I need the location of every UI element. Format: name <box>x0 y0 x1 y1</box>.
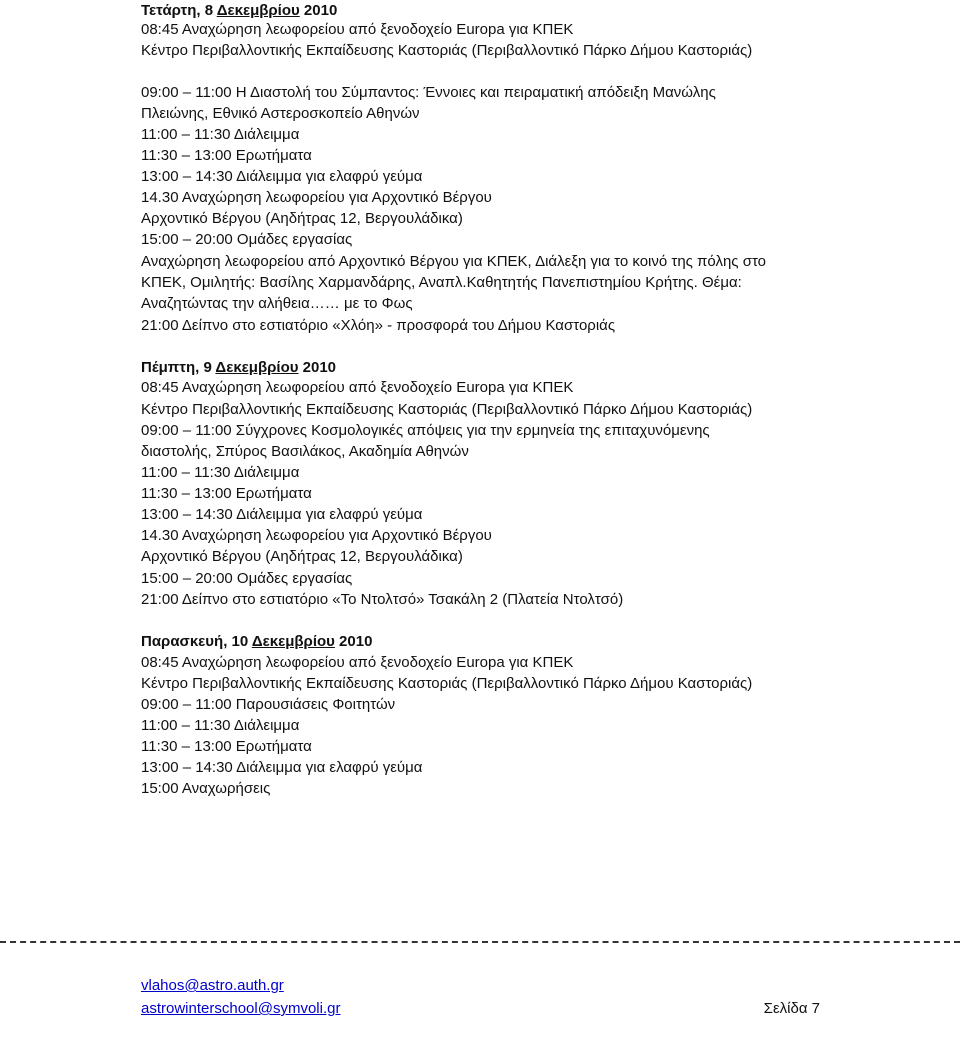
schedule-line: 11:00 – 11:30 Διάλειμμα <box>141 464 300 481</box>
schedule-line: Κέντρο Περιβαλλοντικής Εκπαίδευσης Καστοριάς (Περιβαλλοντικό Πάρκο Δήμου Καστοριάς) <box>141 675 753 692</box>
schedule-line: 08:45 Αναχώρηση λεωφορείου από ξενοδοχείο Europa για ΚΠΕΚ <box>141 21 574 38</box>
day-title-thursday: Πέμπτη, 9 Δεκεμβρίου 2010 <box>141 359 337 376</box>
schedule-line: 21:00 Δείπνο στο εστιατόριο «Χλόη» - προσφορά του Δήμου Καστοριάς <box>141 317 616 334</box>
schedule-line: 11:30 – 13:00 Ερωτήματα <box>141 738 312 755</box>
schedule-line: 11:00 – 11:30 Διάλειμμα <box>141 126 300 143</box>
schedule-line: 11:00 – 11:30 Διάλειμμα <box>141 717 300 734</box>
schedule-line: 09:00 – 11:00 Η Διαστολή του Σύμπαντος: Έννοιες και πειραματική απόδειξη Μανώλης <box>141 84 716 101</box>
schedule-line: Κέντρο Περιβαλλοντικής Εκπαίδευσης Καστοριάς (Περιβαλλοντικό Πάρκο Δήμου Καστοριάς) <box>141 401 753 418</box>
day-title-wednesday: Τετάρτη, 8 Δεκεμβρίου 2010 <box>141 2 338 19</box>
schedule-line: Αναζητώντας την αλήθεια…… με το Φως <box>141 295 413 312</box>
schedule-line: Αρχοντικό Βέργου (Αηδήτρας 12, Βεργουλάδικα) <box>141 548 463 565</box>
schedule-line: 15:00 – 20:00 Ομάδες εργασίας <box>141 231 353 248</box>
schedule-line: 13:00 – 14:30 Διάλειμμα για ελαφρύ γεύμα <box>141 506 423 523</box>
footer-divider <box>0 941 960 943</box>
schedule-line: 08:45 Αναχώρηση λεωφορείου από ξενοδοχείο Europa για ΚΠΕΚ <box>141 654 574 671</box>
footer-email-link-1[interactable]: vlahos@astro.auth.gr <box>141 977 284 994</box>
schedule-line: 09:00 – 11:00 Σύγχρονες Κοσμολογικές απόψεις για την ερμηνεία της επιταχυνόμενης <box>141 422 710 439</box>
schedule-line: 11:30 – 13:00 Ερωτήματα <box>141 147 312 164</box>
schedule-line: Κέντρο Περιβαλλοντικής Εκπαίδευσης Καστοριάς (Περιβαλλοντικό Πάρκο Δήμου Καστοριάς) <box>141 42 753 59</box>
schedule-line: 15:00 – 20:00 Ομάδες εργασίας <box>141 570 353 587</box>
footer-email-link-2[interactable]: astrowinterschool@symvoli.gr <box>141 1000 341 1017</box>
schedule-line: 15:00 Αναχωρήσεις <box>141 780 271 797</box>
schedule-line: 09:00 – 11:00 Παρουσιάσεις Φοιτητών <box>141 696 396 713</box>
schedule-line: 14.30 Αναχώρηση λεωφορείου για Αρχοντικό Βέργου <box>141 527 492 544</box>
schedule-line: 13:00 – 14:30 Διάλειμμα για ελαφρύ γεύμα <box>141 759 423 776</box>
schedule-line: Αρχοντικό Βέργου (Αηδήτρας 12, Βεργουλάδικα) <box>141 210 463 227</box>
schedule-line: 08:45 Αναχώρηση λεωφορείου από ξενοδοχείο Europa για ΚΠΕΚ <box>141 379 574 396</box>
schedule-line: Αναχώρηση λεωφορείου από Αρχοντικό Βέργου για ΚΠΕΚ, Διάλεξη για το κοινό της πόλης στο <box>141 253 767 270</box>
schedule-line: 21:00 Δείπνο στο εστιατόριο «Το Ντολτσό» Τσακάλη 2 (Πλατεία Ντολτσό) <box>141 591 624 608</box>
schedule-line: 13:00 – 14:30 Διάλειμμα για ελαφρύ γεύμα <box>141 168 423 185</box>
day-title-friday: Παρασκευή, 10 Δεκεμβρίου 2010 <box>141 633 373 650</box>
schedule-line: ΚΠΕΚ, Ομιλητής: Βασίλης Χαρμανδάρης, Αναπλ.Καθητητής Πανεπιστημίου Κρήτης. Θέμα: <box>141 274 742 291</box>
schedule-line: διαστολής, Σπύρος Βασιλάκος, Ακαδημία Αθηνών <box>141 443 469 460</box>
schedule-line: 14.30 Αναχώρηση λεωφορείου για Αρχοντικό Βέργου <box>141 189 492 206</box>
page-number: Σελίδα 7 <box>763 1000 820 1017</box>
schedule-line: 11:30 – 13:00 Ερωτήματα <box>141 485 312 502</box>
schedule-line: Πλειώνης, Εθνικό Αστεροσκοπείο Αθηνών <box>141 105 420 122</box>
